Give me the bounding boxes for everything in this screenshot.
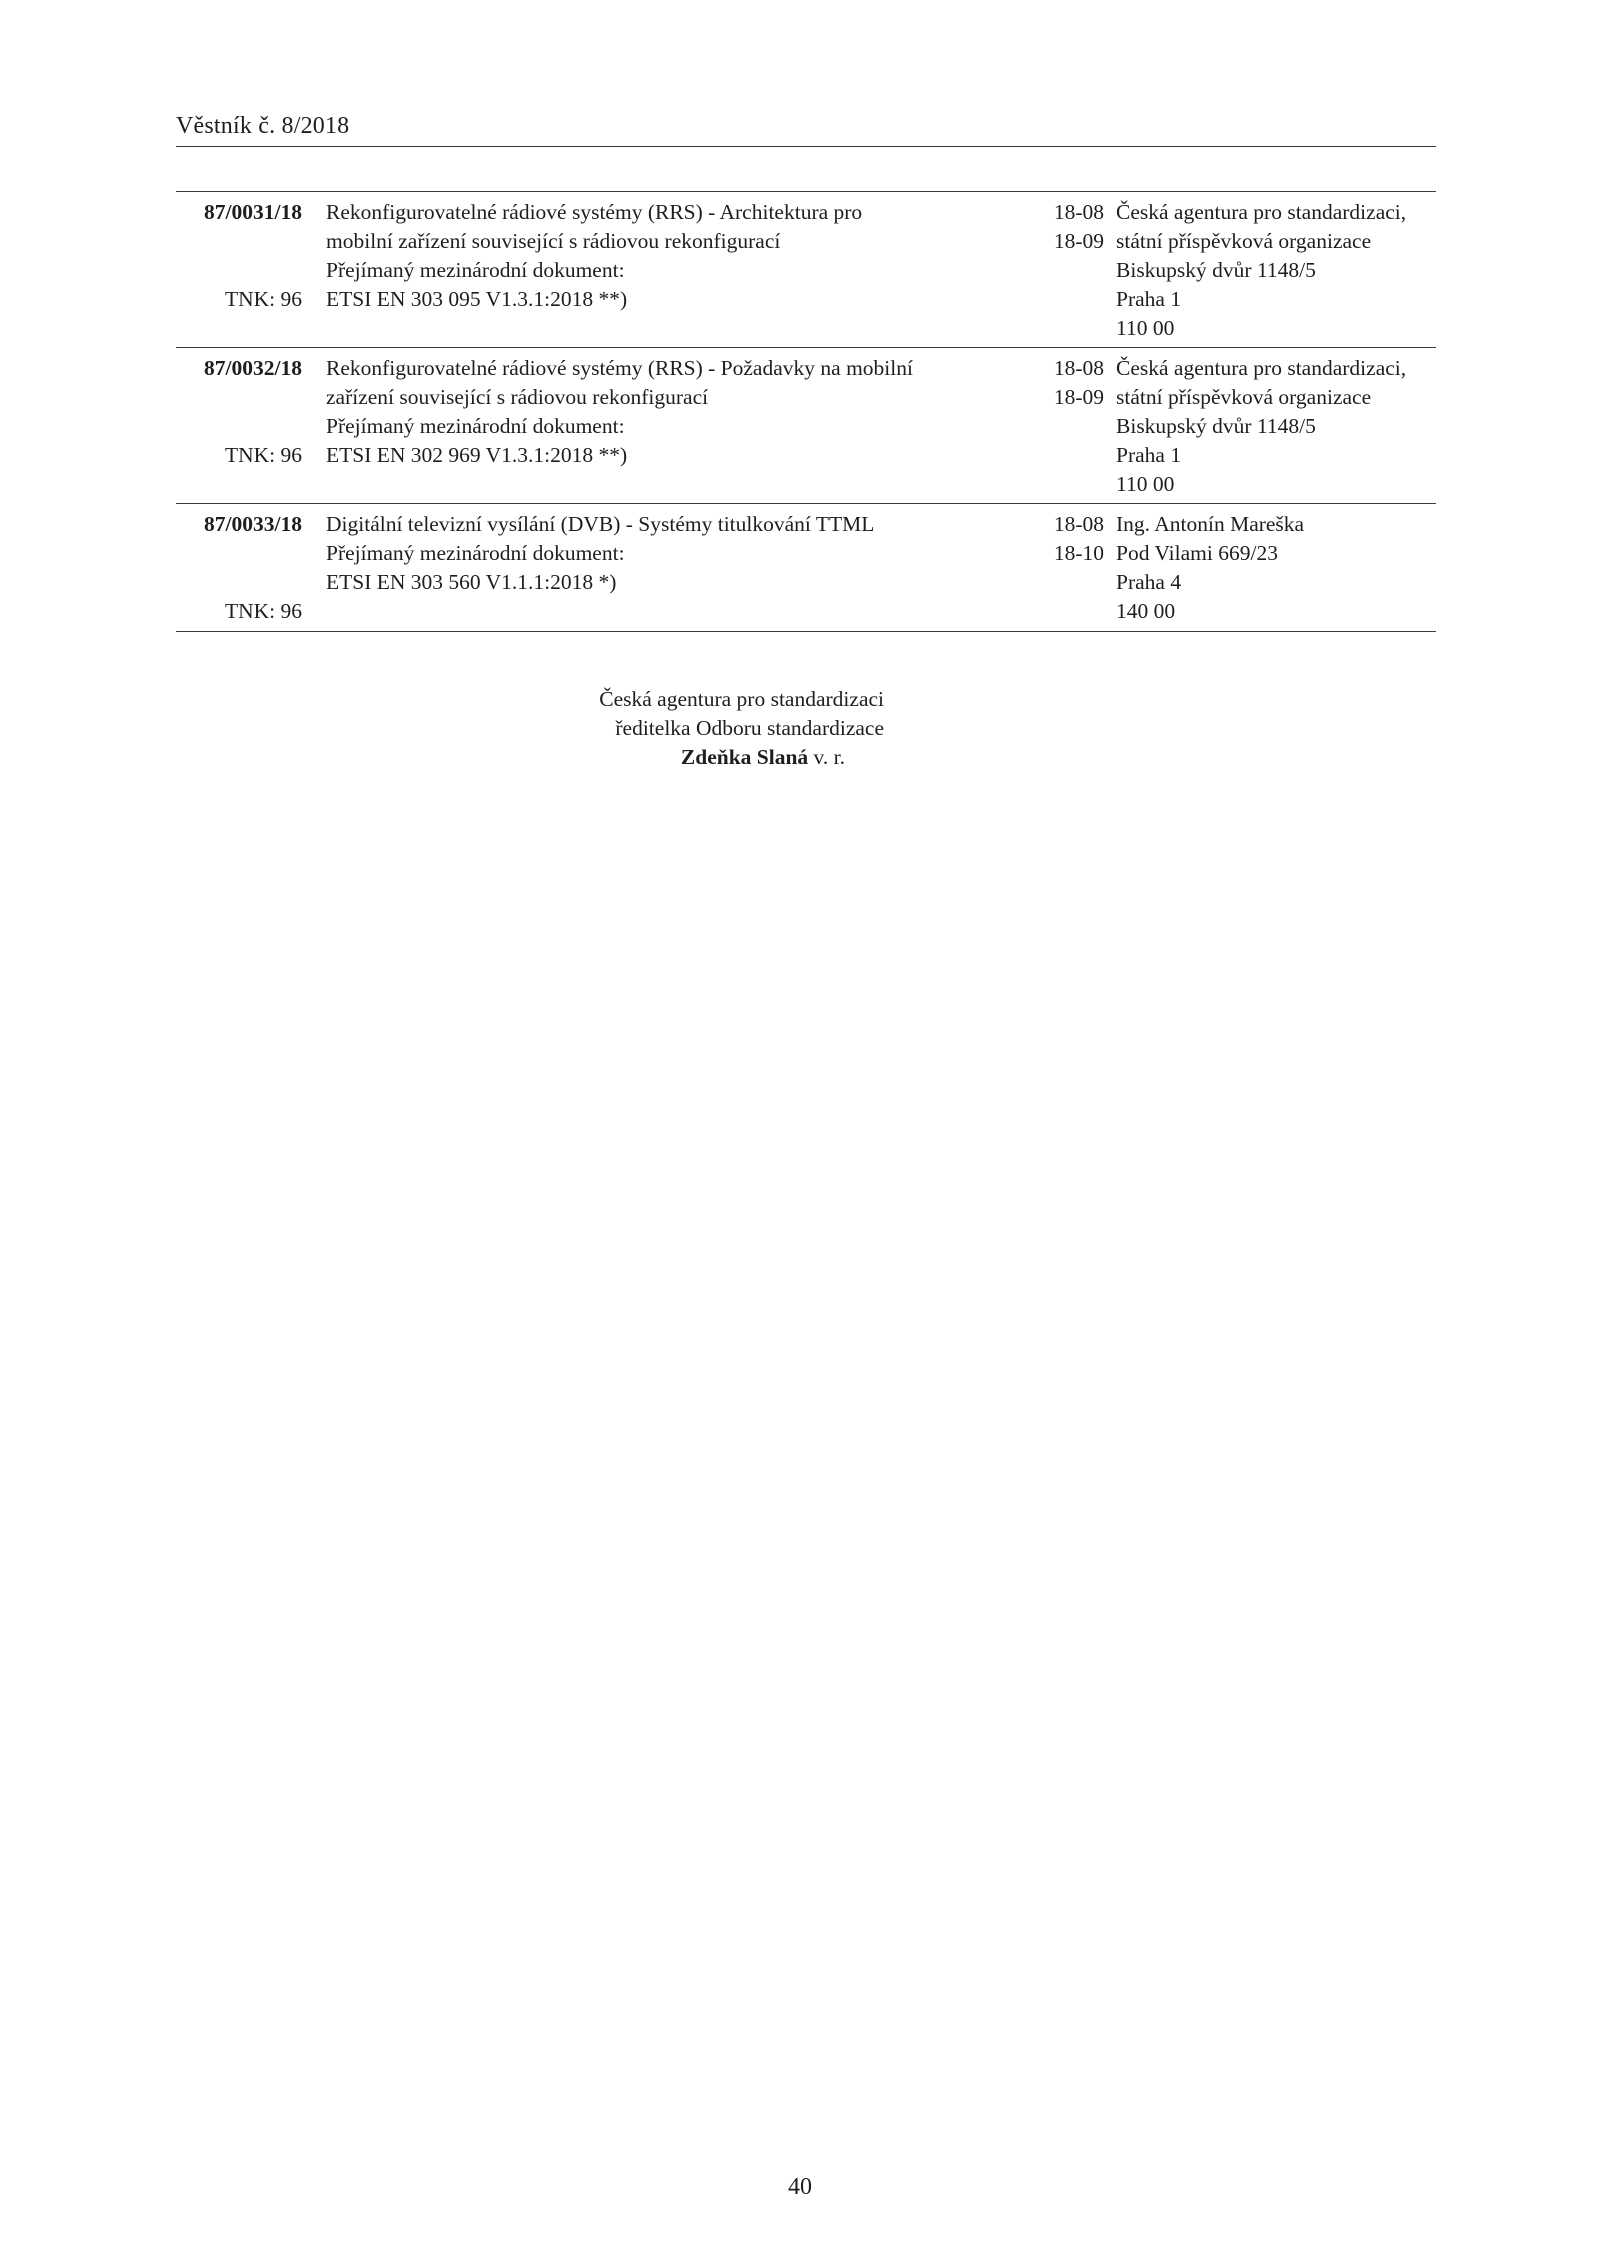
address-line: Česká agentura pro standardizaci, bbox=[1116, 356, 1407, 380]
bulletin-title: Věstník č. 8/2018 bbox=[176, 113, 350, 139]
signatory-name: Zdeňka Slaná bbox=[680, 745, 809, 769]
date-line: 18-09 bbox=[1053, 229, 1104, 253]
record-dates bbox=[1014, 198, 1104, 256]
description-line: Rekonfigurovatelné rádiové systémy (RRS) - Architektura pro bbox=[326, 200, 863, 224]
description-line: Rekonfigurovatelné rádiové systémy (RRS) - Požadavky na mobilní bbox=[326, 356, 913, 380]
address-line: Česká agentura pro standardizaci, bbox=[1116, 200, 1407, 224]
record-dates bbox=[1014, 510, 1104, 568]
description-line: Přejímaný mezinárodní dokument: bbox=[326, 414, 625, 438]
signature-organization: Česká agentura pro standardizaci bbox=[599, 687, 884, 711]
signature-role: ředitelka Odboru standardizace bbox=[615, 716, 884, 740]
signature-name-line bbox=[681, 743, 845, 772]
description-line: zařízení související s rádiovou rekonfigurací bbox=[326, 385, 709, 409]
record-description bbox=[326, 198, 1006, 314]
date-line: 18-08 bbox=[1053, 356, 1104, 380]
record-number: 87/0033/18 bbox=[204, 512, 302, 536]
record-id-cell bbox=[176, 198, 302, 311]
address-line: Praha 1 bbox=[1116, 443, 1182, 467]
description-line: Přejímaný mezinárodní dokument: bbox=[326, 258, 625, 282]
date-line: 18-09 bbox=[1053, 385, 1104, 409]
description-line: Digitální televizní vysílání (DVB) - Systémy titulkování TTML bbox=[326, 512, 875, 536]
address-line: státní příspěvková organizace bbox=[1116, 385, 1372, 409]
record-row bbox=[176, 504, 1436, 632]
address-line: Ing. Antonín Mareška bbox=[1116, 512, 1305, 536]
date-line: 18-08 bbox=[1053, 512, 1104, 536]
address-line: Praha 4 bbox=[1116, 570, 1182, 594]
address-line: Biskupský dvůr 1148/5 bbox=[1116, 414, 1316, 438]
record-address bbox=[1116, 354, 1436, 499]
signature-suffix: v. r. bbox=[813, 745, 845, 769]
record-address bbox=[1116, 198, 1436, 343]
record-number: 87/0031/18 bbox=[204, 200, 302, 224]
description-line: ETSI EN 303 560 V1.1.1:2018 *) bbox=[326, 570, 617, 594]
record-row bbox=[176, 192, 1436, 348]
address-line: Pod Vilami 669/23 bbox=[1116, 541, 1278, 565]
description-line: ETSI EN 302 969 V1.3.1:2018 **) bbox=[326, 443, 628, 467]
record-description bbox=[326, 354, 1006, 470]
address-line: 110 00 bbox=[1116, 316, 1175, 340]
record-id-cell bbox=[176, 354, 302, 467]
description-line: ETSI EN 303 095 V1.3.1:2018 **) bbox=[326, 287, 628, 311]
standards-records-table bbox=[176, 191, 1436, 632]
record-dates bbox=[1014, 354, 1104, 412]
record-number: 87/0032/18 bbox=[204, 356, 302, 380]
description-line: mobilní zařízení související s rádiovou rekonfigurací bbox=[326, 229, 781, 253]
address-line: 140 00 bbox=[1116, 599, 1176, 623]
address-line: státní příspěvková organizace bbox=[1116, 229, 1372, 253]
description-line: Přejímaný mezinárodní dokument: bbox=[326, 541, 625, 565]
record-tnk: TNK: 96 bbox=[224, 599, 302, 623]
record-address bbox=[1116, 510, 1436, 626]
page-number: 40 bbox=[788, 2174, 812, 2200]
record-description bbox=[326, 510, 1006, 597]
record-id-cell bbox=[176, 510, 302, 623]
record-row bbox=[176, 348, 1436, 504]
date-line: 18-08 bbox=[1053, 200, 1104, 224]
address-line: 110 00 bbox=[1116, 472, 1175, 496]
record-tnk: TNK: 96 bbox=[224, 287, 302, 311]
address-line: Praha 1 bbox=[1116, 287, 1182, 311]
record-tnk: TNK: 96 bbox=[224, 443, 302, 467]
page-header bbox=[176, 112, 1436, 147]
address-line: Biskupský dvůr 1148/5 bbox=[1116, 258, 1316, 282]
date-line: 18-10 bbox=[1053, 541, 1104, 565]
